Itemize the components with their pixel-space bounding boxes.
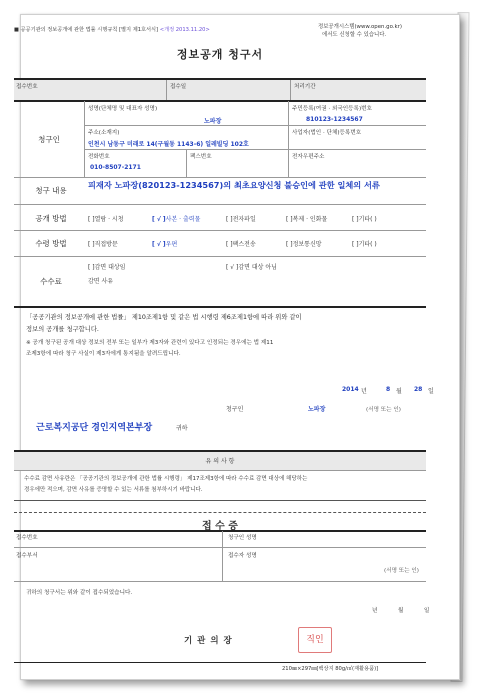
id-value: 810123-1234567 — [306, 116, 363, 123]
divider — [166, 80, 167, 100]
form-title: 정보공개 청구서 — [176, 48, 264, 61]
receipt-date-year: 년 — [372, 608, 378, 614]
divider — [186, 149, 187, 177]
revision-date: <개정 2013.11.20> — [159, 27, 210, 33]
receiver-name-label: 접수자 성명 — [228, 553, 257, 559]
request-statement: 「공공기관의 정보공개에 관한 법률」 제10조제1항 및 같은 법 시행령 제6조제1항에 따라 위와 같이 정보의 공개를 청구합니다. — [26, 314, 302, 333]
name-label: 성명(단체명 및 대표자 성명) — [88, 106, 158, 112]
divider — [14, 581, 426, 582]
receipt-title: 접 수 증 — [202, 521, 238, 532]
id-label: 주민등록(여권 · 외국인등록)번호 — [292, 106, 372, 112]
signature-name: 노파장 — [308, 406, 326, 413]
receipt-no-label-2: 접수번호 — [16, 535, 38, 541]
date-year: 2014 — [342, 386, 359, 393]
disclosure-option-view[interactable]: [ ]열람 · 시청 — [88, 216, 124, 223]
requester-name-label: 청구인 성명 — [228, 535, 257, 541]
divider — [222, 531, 223, 581]
fee-exempt-option[interactable]: [ ]감면 대상임 — [88, 264, 126, 271]
divider — [14, 256, 426, 257]
divider — [14, 177, 426, 178]
date-year-unit: 년 — [361, 388, 367, 395]
receive-option-visit[interactable]: [ ]직접방문 — [88, 241, 118, 248]
receive-method-label: 수령 방법 — [35, 239, 67, 248]
fee-not-exempt-option[interactable]: [ √ ]감면 대상 아님 — [226, 264, 277, 271]
recipient-org: 근로복지공단 경인지역본부장 — [36, 423, 153, 433]
form-legal-basis: ■ 공공기관의 정보공개에 관한 법률 시행규칙 [별지 제1호서식] <개정 2013.11.20> — [14, 27, 210, 33]
divider — [288, 125, 289, 149]
date-day: 28 — [414, 386, 423, 393]
divider — [14, 470, 426, 471]
receipt-date-month: 월 — [398, 608, 404, 614]
divider — [84, 125, 426, 126]
disclosure-option-print[interactable]: [ ]복제 · 인화물 — [286, 216, 328, 223]
divider — [288, 149, 289, 177]
divider — [14, 230, 426, 231]
divider — [84, 149, 426, 150]
receipt-date-day: 일 — [424, 608, 430, 614]
date-month-unit: 월 — [396, 388, 402, 395]
bottom-rule — [14, 662, 426, 663]
receive-option-mail[interactable]: [ √ ]우편 — [152, 241, 178, 248]
processing-period-label: 처리기간 — [294, 84, 316, 90]
divider — [84, 101, 85, 177]
disclosure-option-other[interactable]: [ ]기타( ) — [352, 216, 377, 223]
receive-option-fax[interactable]: [ ]팩스전송 — [226, 241, 256, 248]
divider — [288, 101, 289, 125]
notice-title: 유 의 사 항 — [205, 458, 235, 465]
fee-label: 수수료 — [40, 277, 62, 286]
online-notice: 정보공개시스템(www.open.go.kr) 에서도 신청할 수 있습니다. — [318, 24, 402, 38]
official-seal-stamp: 직인 — [298, 627, 332, 653]
paper-spec-footer: 210㎜×297㎜[백상지 80g/㎡(재활용품)] — [282, 666, 379, 672]
signature-label: 청구인 — [226, 406, 244, 413]
name-value: 노파장 — [204, 118, 222, 125]
receipt-row-bg — [14, 80, 426, 100]
disclosure-option-copy[interactable]: [ √ ]사본 · 출력물 — [152, 216, 201, 223]
receive-option-other[interactable]: [ ]기타( ) — [352, 241, 377, 248]
phone-value: 010-8507-2171 — [90, 164, 141, 171]
fax-label: 팩스번호 — [190, 154, 212, 160]
receive-option-network[interactable]: [ ]정보통신망 — [286, 241, 322, 248]
rule — [14, 100, 426, 102]
requester-section-label: 청구인 — [38, 135, 60, 144]
receipt-no-label: 접수번호 — [16, 84, 38, 90]
cut-line — [14, 512, 426, 513]
disclosure-method-label: 공개 방법 — [35, 214, 67, 223]
rule — [14, 530, 426, 532]
date-month: 8 — [386, 386, 391, 393]
request-content-label: 청구 내용 — [35, 186, 67, 195]
recipient-suffix: 귀하 — [176, 425, 188, 432]
divider — [14, 500, 426, 501]
request-content-value: 피재자 노파장(820123-1234567)의 최초요양신청 불승인에 관한 일체의 서류 — [88, 180, 380, 190]
address-value: 인천시 남동구 미래로 14(구월동 1143-6) 일레빌딩 102호 — [88, 141, 249, 148]
phone-label: 전화번호 — [88, 154, 110, 160]
divider — [290, 80, 291, 100]
address-label: 주소(소재지) — [88, 130, 120, 136]
email-label: 전자우편주소 — [292, 154, 325, 160]
divider — [14, 204, 426, 205]
third-party-note: ※ 공개 청구된 공개 대상 정보의 전부 또는 일부가 제3자와 관련이 있다고 인정되는 경우에는 법 제11 조제3항에 따라 청구 사실이 제3자에게 통지됨을 알려드립니다. — [26, 340, 274, 357]
receiver-sign-hint: (서명 또는 인) — [384, 568, 419, 574]
receipt-confirm-text: 귀하의 청구서는 위와 같이 접수되었습니다. — [26, 590, 133, 596]
disclosure-option-file[interactable]: [ ]전자파일 — [226, 216, 256, 223]
agency-head-label: 기 관 의 장 — [184, 636, 233, 646]
date-day-unit: 일 — [428, 388, 434, 395]
receipt-date-label: 접수일 — [170, 84, 187, 90]
section-rule — [14, 306, 426, 308]
divider — [14, 547, 426, 548]
receipt-dept-label: 접수부서 — [16, 553, 38, 559]
signature-hint: (서명 또는 인) — [366, 407, 401, 413]
fee-reason-label: 감면 사유 — [88, 278, 114, 285]
business-no-label: 사업자(법인 · 단체)등록번호 — [292, 130, 362, 136]
notice-text: 수수료 감면 사유란은 「공공기관의 정보공개에 관한 법률 시행령」 제17조제3항에 따라 수수료 감면 대상에 해당하는 경우에만 적으며, 감면 사유를 증명할 수 있는 서류를 첨부하시기 바랍니다. — [24, 476, 308, 493]
